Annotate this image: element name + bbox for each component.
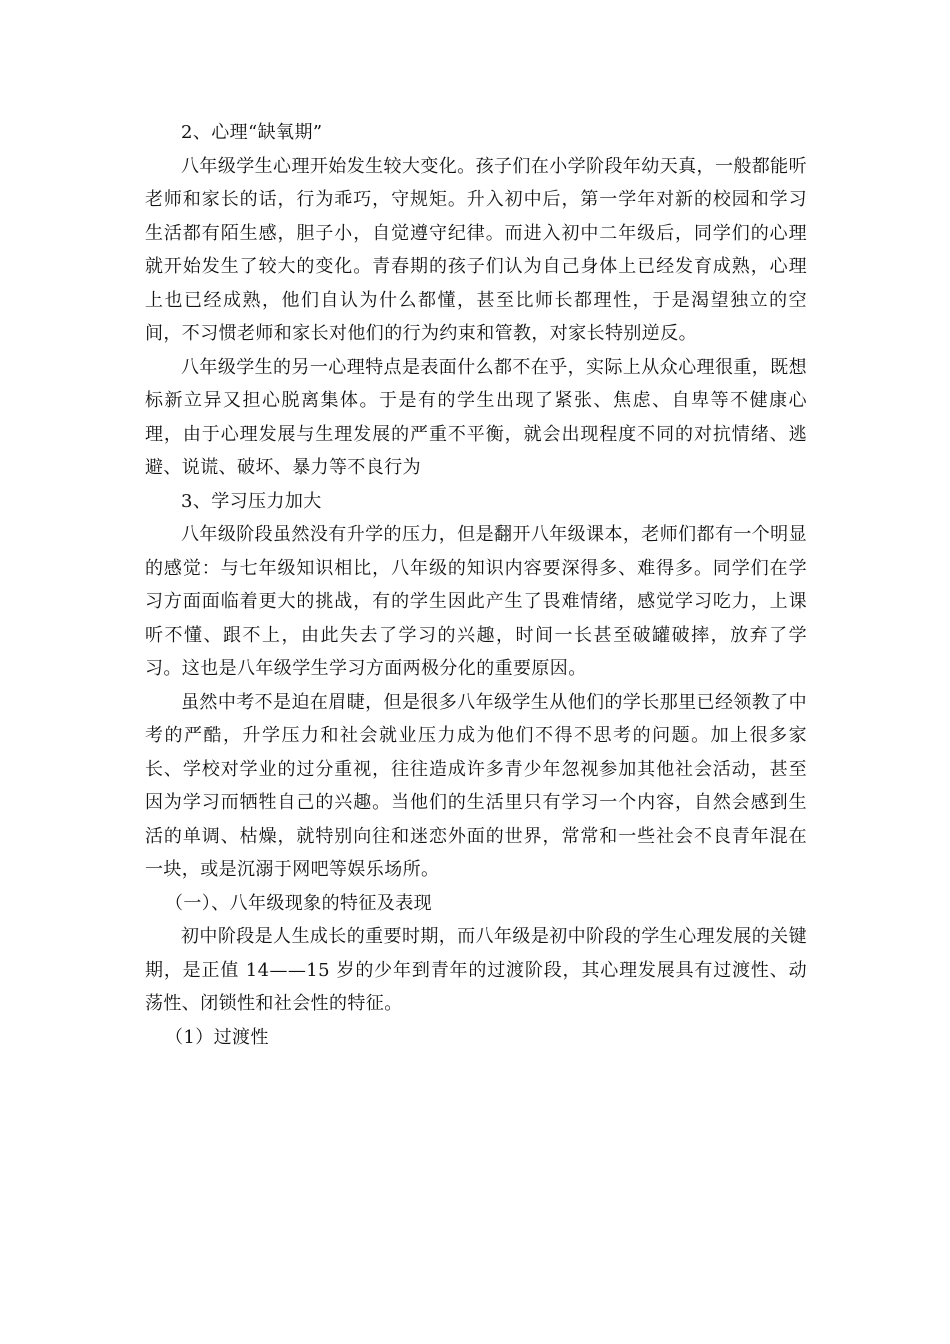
section-heading-features: （一）、八年级现象的特征及表现 — [165, 892, 432, 914]
paragraph-study-challenge: 八年级阶段虽然没有升学的压力，但是翻开八年级课本，老师们都有一个明显的感觉：与七年级知识相比，八年级的知识内容要深得多、难得多。同学们在学习方面面临着更大的挑战，有的学生因此产生了畏难情绪，感觉学习吃力，上课听不懂、跟不上，由此失去了学习的兴趣，时间一长甚至破罐破摔，放弃了学习。这也是八年级学生学习方面两极分化的重要原因。 — [145, 524, 807, 679]
section-heading-transition: （1）过渡性 — [165, 1026, 269, 1048]
paragraph-features-intro: 初中阶段是人生成长的重要时期，而八年级是初中阶段的学生心理发展的关键期，是正值 14——15 岁的少年到青年的过渡阶段，其心理发展具有过渡性、动荡性、闭锁性和社会性的特征。 — [145, 926, 807, 1014]
paragraph-psych-change: 八年级学生心理开始发生较大变化。孩子们在小学阶段年幼天真，一般都能听老师和家长的话，行为乖巧，守规矩。升入初中后，第一学年对新的校园和学习生活都有陌生感，胆子小，自觉遵守纪律。而进入初中二年级后，同学们的心理就开始发生了较大的变化。青春期的孩子们认为自己身体上已经发育成熟，心理上也已经成熟，他们自认为什么都懂，甚至比师长都理性，于是渴望独立的空间，不习惯老师和家长对他们的行为约束和管教，对家长特别逆反。 — [145, 155, 807, 344]
paragraph-psych-traits: 八年级学生的另一心理特点是表面什么都不在乎，实际上从众心理很重，既想标新立异又担心脱离集体。于是有的学生出现了紧张、焦虑、自卑等不健康心理，由于心理发展与生理发展的严重不平衡，就会出现程度不同的对抗情绪、逃避、说谎、破坏、暴力等不良行为 — [145, 356, 807, 478]
section-heading-psych-oxygen: 2、心理“缺氧期” — [181, 122, 323, 143]
section-heading-study-pressure: 3、学习压力加大 — [181, 490, 322, 512]
document-body — [145, 116, 807, 1054]
paragraph-exam-pressure: 虽然中考不是迫在眉睫，但是很多八年级学生从他们的学长那里已经领教了中考的严酷，升学压力和社会就业压力成为他们不得不思考的问题。加上很多家长、学校对学业的过分重视，往往造成许多青少年忽视参加其他社会活动，甚至因为学习而牺牲自己的兴趣。当他们的生活里只有学习一个内容，自然会感到生活的单调、枯燥，就特别向往和迷恋外面的世界，常常和一些社会不良青年混在一块，或是沉溺于网吧等娱乐场所。 — [145, 691, 807, 880]
